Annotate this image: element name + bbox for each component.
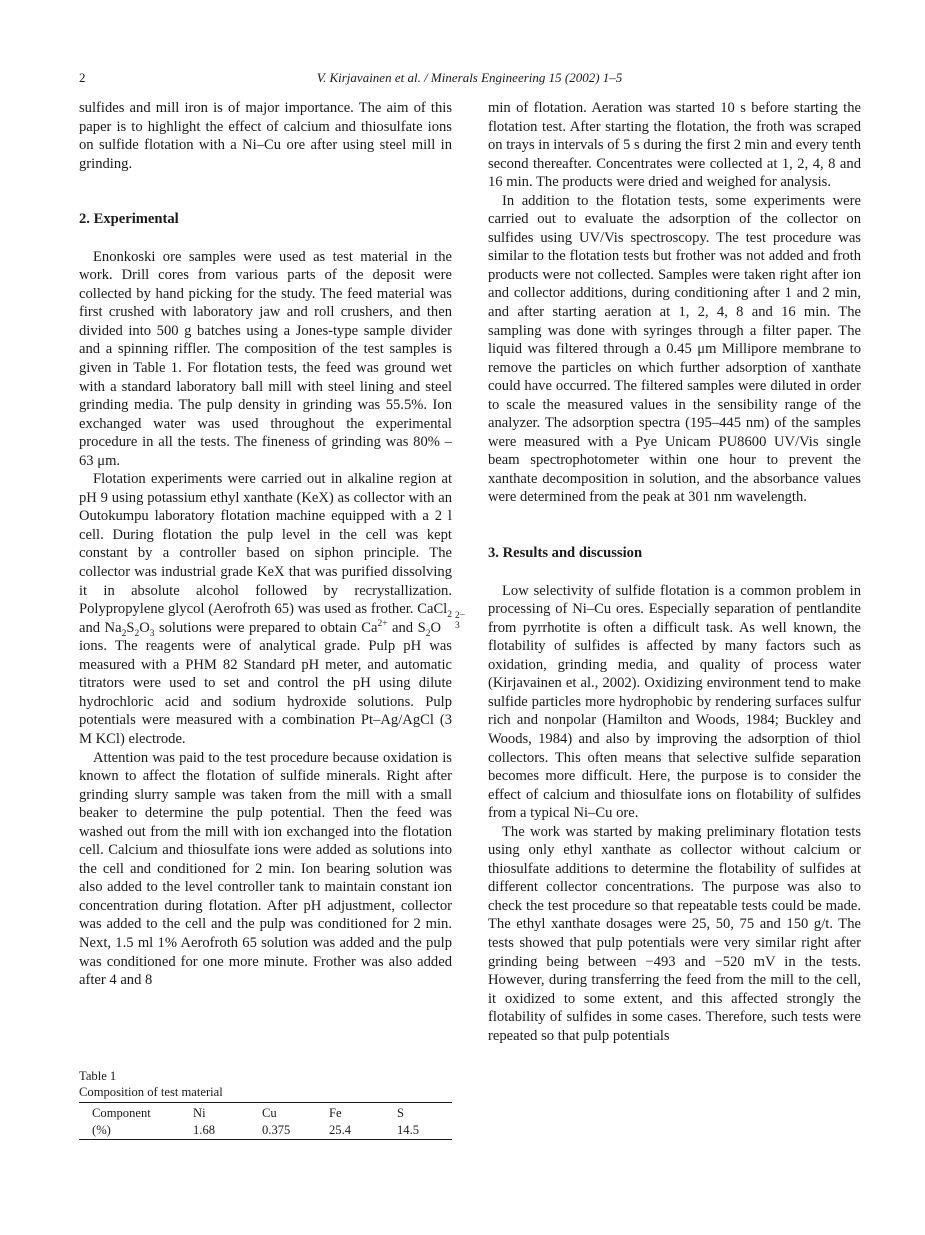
table-header-cell: Ni <box>193 1106 206 1120</box>
table-header-cell: S <box>397 1106 405 1120</box>
table-cell: 14.5 <box>397 1122 420 1137</box>
table-row <box>79 1122 452 1139</box>
left-column <box>79 99 466 990</box>
table-cell: 1.68 <box>193 1122 216 1137</box>
intro-tail-paragraph: sulfides and mill iron is of major importance. The aim of this paper is to highlight the effect of calcium and thiosulfate ions on sulfide flotation with a Ni–Cu ore after using steel mill in grinding. <box>79 100 452 172</box>
experimental-paragraph-1: Enonkoski ore samples were used as test material in the work. Drill cores from various parts of the deposit were collected by hand picking for the study. The feed material was first crushed with laboratory jaw and roll crushers, and then divided into 500 g batches using a Jones-type sample divider and a spinning riffler. The composition of the test samples is given in Table 1. For flotation tests, the feed was ground wet with a standard laboratory ball mill with steel lining and steel grinding media. The pulp density in grinding was 55.5%. Ion exchanged water was used throughout the experimental procedure in all the tests. The fineness of grinding was 80% – 63 μm. <box>79 248 452 469</box>
results-paragraph-1: Low selectivity of sulfide flotation is a common problem in processing of Ni–Cu ores. Especially separation of pentlandite from pyrrhotite is often a difficult task. As well known, the flotability of sulfides is affected by many factors such as oxidation, grinding media, and quality of process water (Kirjavainen et al., 2002). Oxidizing environment tend to make sulfide particles more hydrophobic by rendering surfaces sulfur rich and nonpolar (Hamilton and Woods, 1984; Buckley and Woods, 1984) and also by improving the adsorption of thiol collectors. This often means that selective sulfide separation becomes more difficult. Here, the purpose is to consider the effect of calcium and thiosulfate ions on flotability of sulfides from a typical Ni–Cu ore. <box>488 582 861 822</box>
adsorption-paragraph: In addition to the flotation tests, some experiments were carried out to evaluate the adsorption of the collector on sulfides using UV/Vis spectroscopy. The test procedure was similar to the flotation tests but frother was not added and froth products were not collected. Samples were taken right after ion and collector additions, during conditioning after 1 and 2 min, and after starting aeration at 1, 2, 4, 8 and 16 min. The sampling was done with syringes through a filter paper. The liquid was filtered through a 0.45 μm Millipore membrane to remove the particles on which further adsorption of xanthate could have occurred. The filtered samples were diluted in order to scale the measured values in the sensibility range of the analyzer. The adsorption spectra (195–445 nm) of the samples were measured with a Pye Unicam PU8600 UV/Vis single beam spectrophotometer within one hour to prevent the xanthate decomposition in solution, and the absorbance values were determined from the peak at 301 nm wavelength. <box>488 192 861 506</box>
experimental-paragraph-2: Flotation experiments were carried out in alkaline region at pH 9 using potassium ethyl xanthate (KeX) as collector with an Outokumpu laboratory flotation machine equipped with a 2 l cell. During flotation the pulp level in the cell was kept constant by a controller based on siphon principle. The collector was industrial grade KeX that was purified dissolving it in absolute alcohol followed by recrystallization. Polypropylene glycol (Aerofroth 65) was used as frother. CaCl$_2$ and $Na_2S_2O_3$ solutions were prepared to obtain $Ca^{2+}$ and $S_2O$ 2− 3 ions. The reagents were of analytical grade. Pulp pH was measured with a PHM 82 Standard pH meter, and automatic titrators were used to set and control the pH using dilute hydrochloric acid and sodium hydroxide solutions. Pulp potentials were measured with a combination Pt–Ag/AgCl (3 M KCl) electrode. <box>79 471 466 747</box>
table-header-cell: Cu <box>262 1106 277 1120</box>
table-header-cell: Component <box>92 1106 151 1120</box>
table-cell: 25.4 <box>329 1122 352 1137</box>
results-paragraph-2: The work was started by making preliminary flotation tests using only ethyl xanthate as collector without calcium or thiosulfate additions to determine the flotability of sulfides at different collector concentrations. The purpose was also to check the test procedure so that repeatable tests could be made. The ethyl xanthate dosages were 25, 50, 75 and 150 g/t. The tests showed that pulp potentials were very similar right after grinding being between −493 and −520 mV in the tests. However, during transferring the feed from the mill to the cell, it oxidized to some extent, and this affected strongly the flotability of sulfides in some cases. Therefore, such tests were repeated so that pulp potentials <box>488 823 861 1044</box>
table-header-row <box>79 1105 452 1122</box>
table-header-cell: Fe <box>329 1106 342 1120</box>
flotation-procedure-paragraph: min of flotation. Aeration was started 10 s before starting the flotation test. After starting the flotation, the froth was scraped on trays in intervals of 5 s during the first 2 min and every tenth second thereafter. Concentrates were collected at 1, 2, 4, 8 and 16 min. The products were dried and weighed for analysis. <box>488 100 861 191</box>
right-column <box>488 99 861 1045</box>
running-title: V. Kirjavainen et al. / Minerals Engineering 15 (2002) 1–5 <box>316 70 623 85</box>
table-1 <box>79 1068 452 1140</box>
section-heading-experimental: 2. Experimental <box>79 211 179 228</box>
running-head <box>79 70 860 90</box>
table-cell: 0.375 <box>262 1122 291 1137</box>
table-label: Table 1 <box>79 1069 117 1083</box>
table-bottom-rule <box>79 1139 452 1140</box>
table-top-rule <box>79 1102 452 1103</box>
composition-table <box>79 1105 452 1138</box>
table-cell: (%) <box>92 1122 111 1137</box>
section-heading-results: 3. Results and discussion <box>488 545 643 562</box>
experimental-paragraph-3: Attention was paid to the test procedure because oxidation is known to affect the flotation of sulfide minerals. Right after grinding slurry sample was taken from the mill with a small beaker to determine the pulp potential. Then the feed was washed out from the mill with ion exchanged into the flotation cell. Calcium and thiosulfate ions were added as solutions into the cell and conditioned for 2 min. Ion bearing solution was also added to the level controller tank to maintain constant ion concentration during flotation. After pH adjustment, collector was added to the cell and the pulp was conditioned for 2 min. Next, 1.5 ml 1% Aerofroth 65 solution was added and the pulp was conditioned for one more minute. Frother was also added after 4 and 8 <box>79 749 452 989</box>
table-caption: Composition of test material <box>79 1085 223 1099</box>
page-number: 2 <box>79 70 86 85</box>
